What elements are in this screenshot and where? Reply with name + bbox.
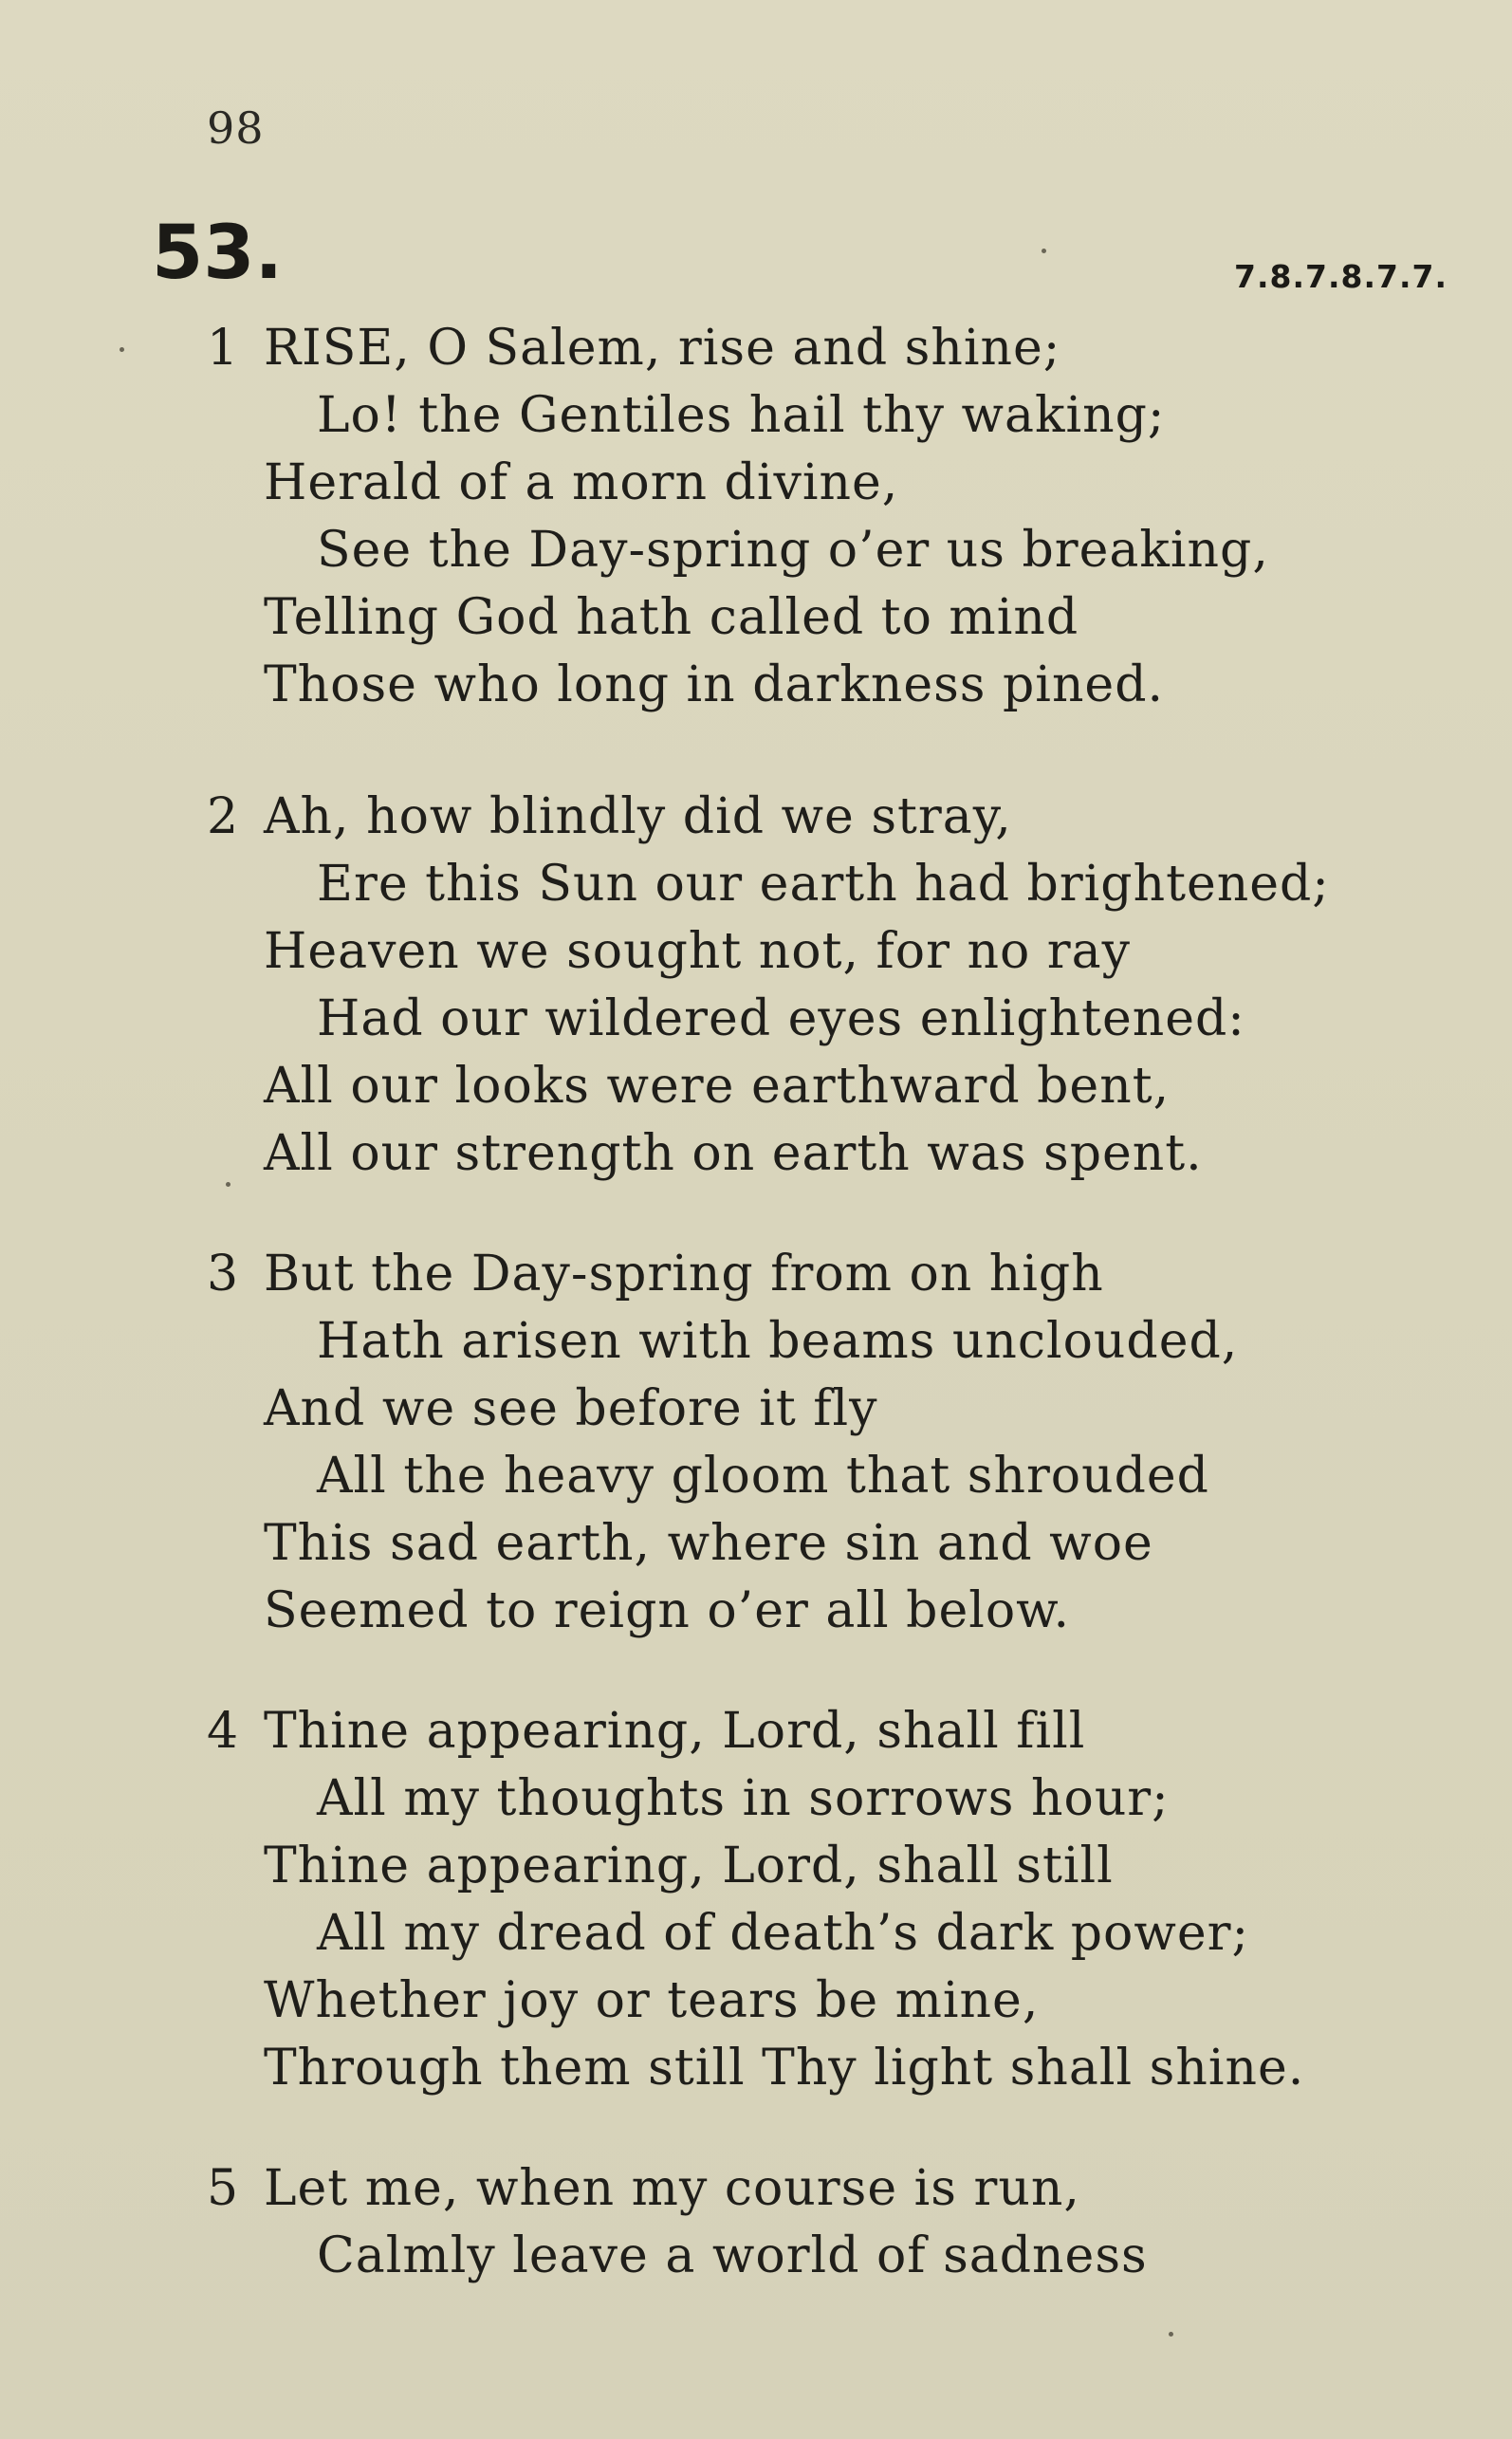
stanza-line: All my dread of death’s dark power;: [317, 1905, 1250, 1962]
ink-speck: [226, 1182, 230, 1187]
stanza-line: Had our wildered eyes enlightened:: [317, 990, 1245, 1047]
ink-speck: [1042, 249, 1046, 253]
page-number: 98: [207, 102, 265, 154]
stanza-line: Thine appearing, Lord, shall fill: [264, 1703, 1086, 1760]
stanza-line: Ere this Sun our earth had brightened;: [317, 856, 1330, 913]
ink-speck: [120, 347, 124, 352]
stanza-line: And we see before it fly: [264, 1380, 878, 1437]
stanza-line: Whether joy or tears be mine,: [264, 1972, 1040, 2029]
stanza-line: Heaven we sought not, for no ray: [264, 923, 1132, 980]
stanza-number: 3: [207, 1246, 239, 1303]
stanza-line: Let me, when my course is run,: [264, 2160, 1080, 2217]
stanza-line: Ah, how blindly did we stray,: [264, 788, 1012, 845]
stanza-line: Lo! the Gentiles hail thy waking;: [317, 387, 1166, 444]
stanza-line: All our looks were earthward bent,: [264, 1058, 1171, 1115]
stanza-number: 2: [207, 788, 239, 845]
stanza-line: All the heavy gloom that shrouded: [317, 1448, 1209, 1505]
stanza-line: Telling God hath called to mind: [264, 589, 1079, 646]
stanza-line: Those who long in darkness pined.: [264, 656, 1165, 713]
stanza-number: 5: [207, 2160, 239, 2217]
stanza-line: Herald of a morn divine,: [264, 454, 899, 511]
stanza-line: All my thoughts in sorrows hour;: [317, 1770, 1170, 1827]
stanza-line: All our strength on earth was spent.: [264, 1125, 1203, 1182]
hymn-meter: 7.8.7.8.7.7.: [1234, 258, 1447, 295]
stanza-line: See the Day-spring o’er us breaking,: [317, 522, 1269, 579]
stanza-line: Calmly leave a world of sadness: [317, 2227, 1148, 2284]
stanza-line: Seemed to reign o’er all below.: [264, 1582, 1071, 1639]
stanza-line: This sad earth, where sin and woe: [264, 1515, 1153, 1572]
stanza-number: 4: [207, 1703, 239, 1760]
stanza-line: But the Day-spring from on high: [264, 1246, 1104, 1303]
hymn-number: 53.: [152, 211, 284, 296]
stanza-line: Through them still Thy light shall shine.: [264, 2040, 1305, 2097]
ink-speck: [1169, 2332, 1173, 2337]
stanza-number: 1: [207, 320, 239, 377]
stanza-line: Thine appearing, Lord, shall still: [264, 1838, 1114, 1894]
stanza-line: Hath arisen with beams unclouded,: [317, 1313, 1239, 1370]
stanza-line: RISE, O Salem, rise and shine;: [264, 320, 1061, 377]
